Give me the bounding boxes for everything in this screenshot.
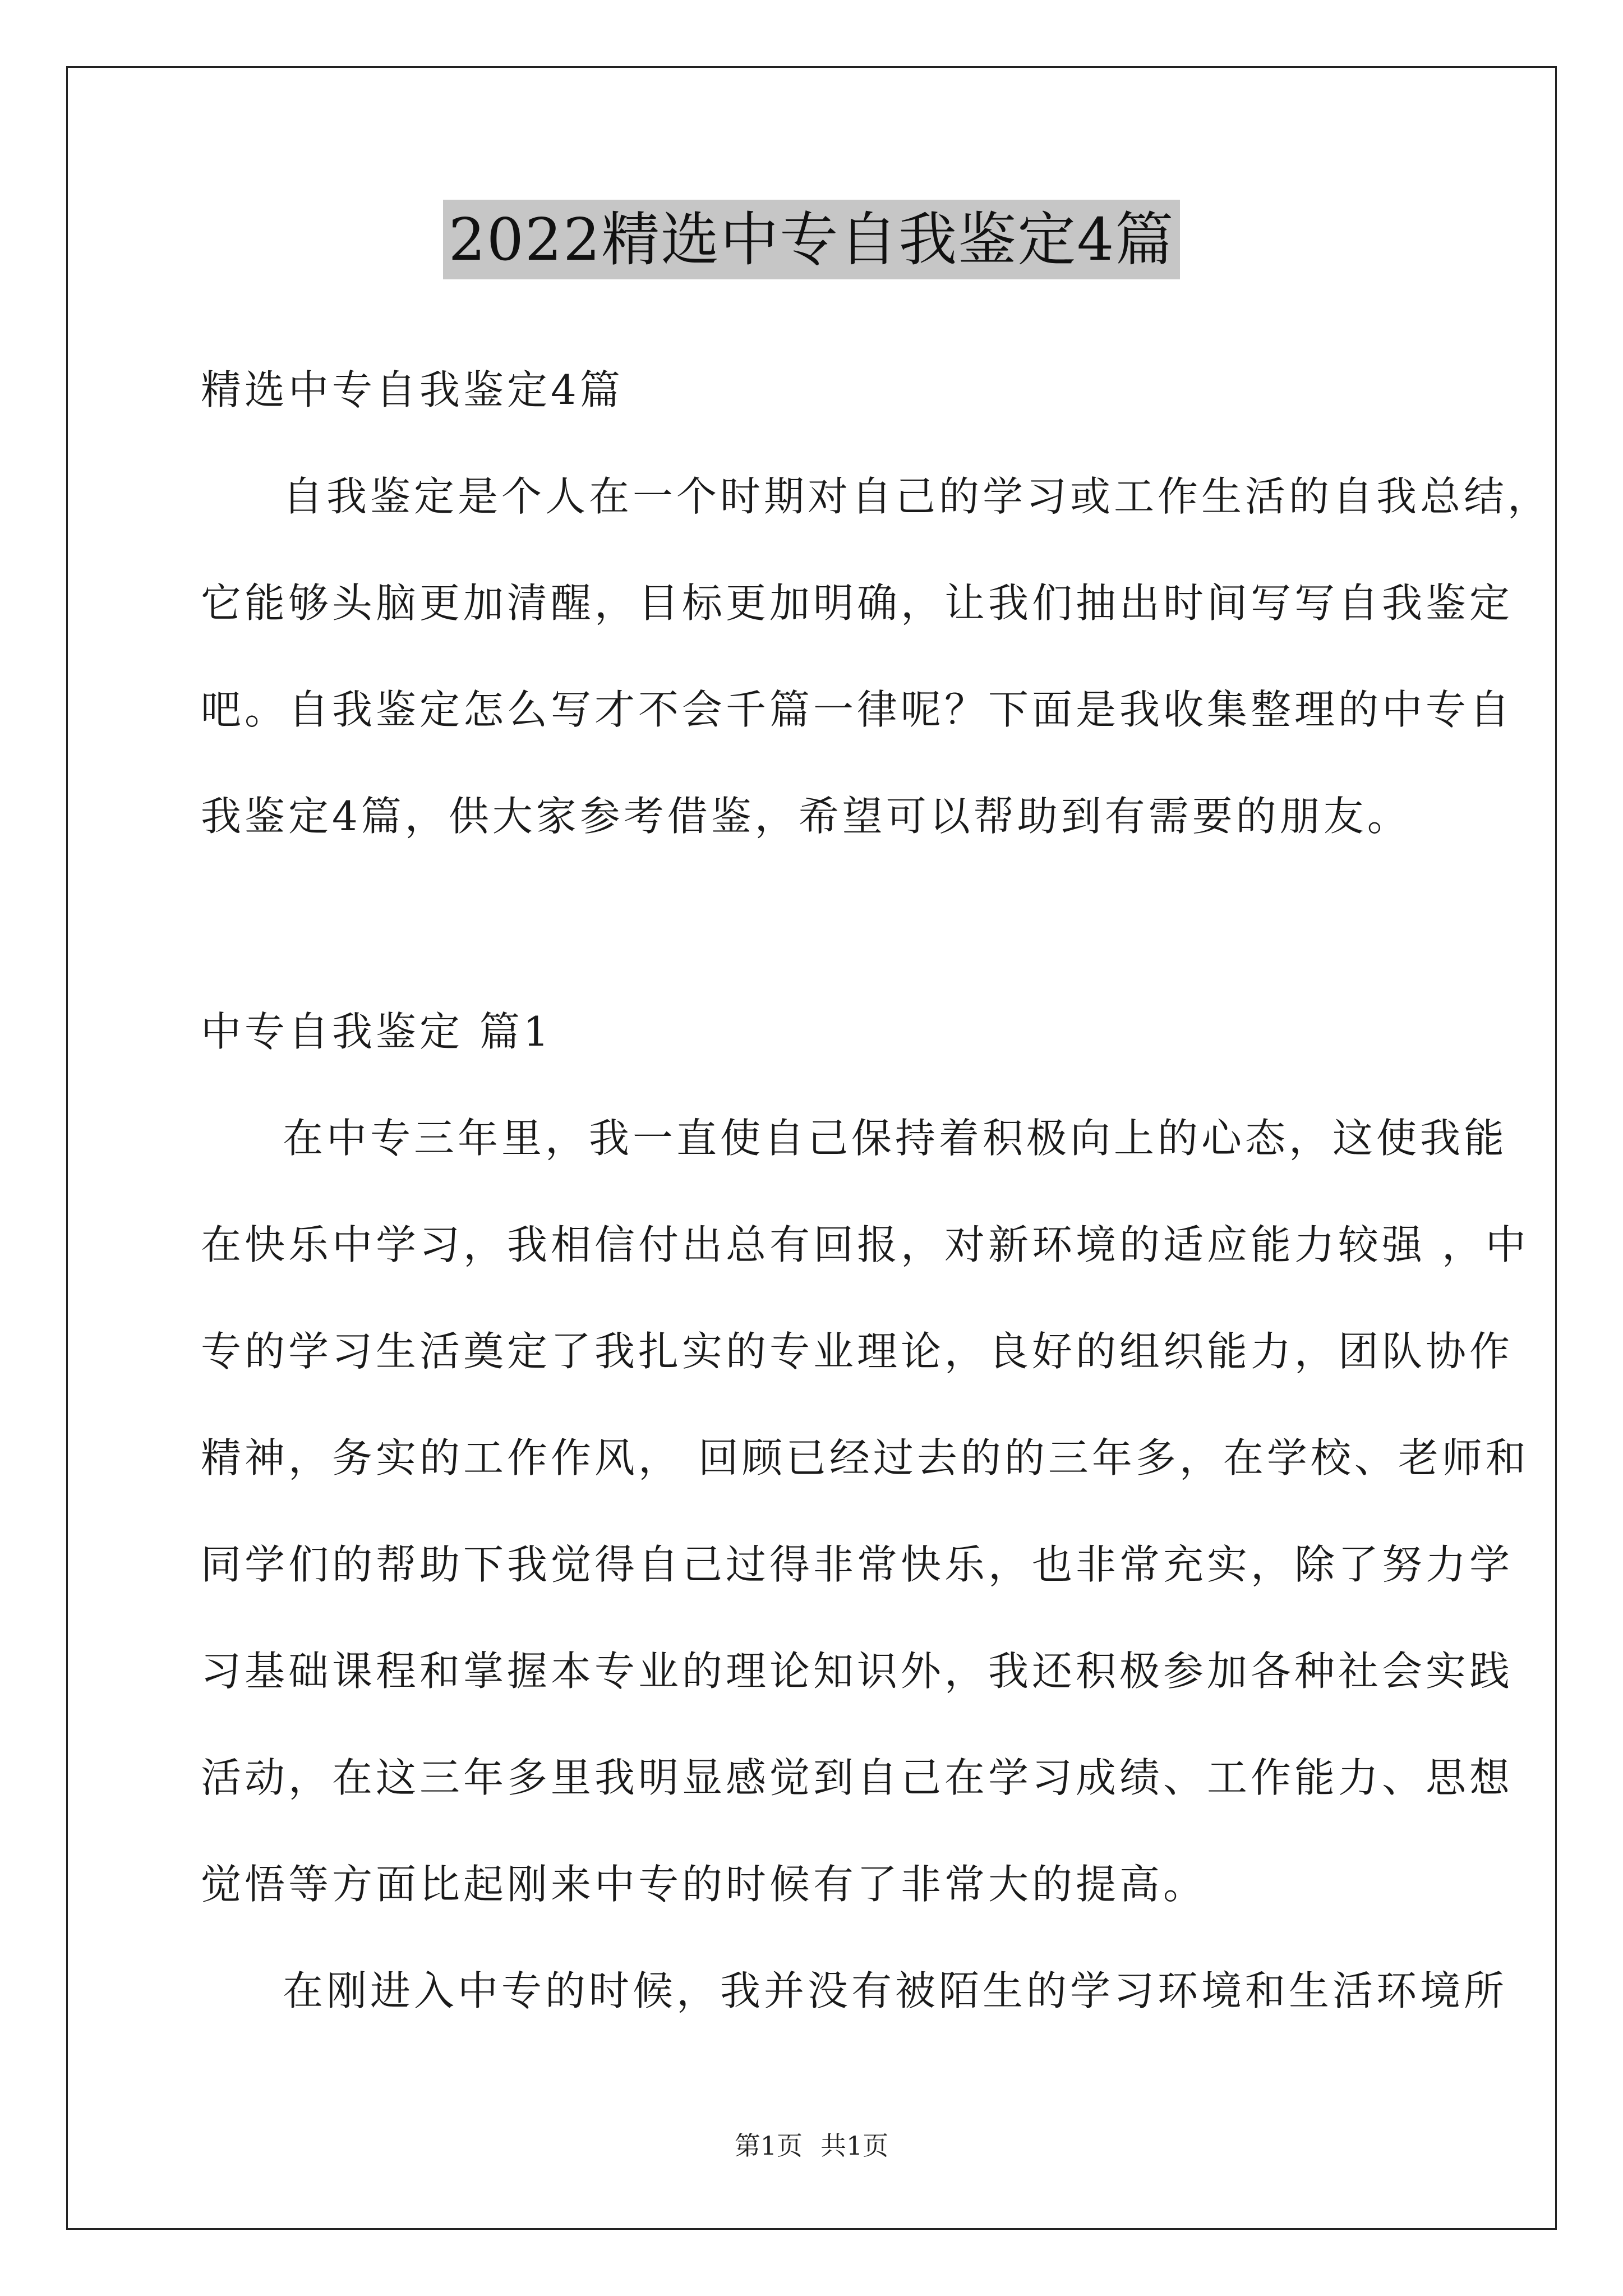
page-number: 第1页 xyxy=(734,2131,803,2161)
para1-line-3: 专的学习生活奠定了我扎实的专业理论，良好的组织能力，团队协作 xyxy=(201,1328,1514,1375)
intro-line-4: 我鉴定4篇，供大家参考借鉴，希望可以帮助到有需要的朋友。 xyxy=(201,793,1411,840)
para1-line-4: 精神，务实的工作作风， 回顾已经过去的的三年多，在学校、老师和 xyxy=(201,1434,1529,1481)
para1-line-5: 同学们的帮助下我觉得自己过得非常快乐，也非常充实，除了努力学 xyxy=(201,1541,1514,1588)
document-body xyxy=(201,337,1552,2044)
para1-line-7: 活动，在这三年多里我明显感觉到自己在学习成绩、工作能力、思想 xyxy=(201,1754,1514,1801)
para1-line-1: 在中专三年里，我一直使自己保持着积极向上的心态，这使我能 xyxy=(283,1115,1508,1162)
intro-line-2: 它能够头脑更加清醒，目标更加明确，让我们抽出时间写写自我鉴定 xyxy=(201,579,1514,627)
page-total: 共1页 xyxy=(820,2131,889,2161)
document-title: 2022精选中专自我鉴定4篇 xyxy=(443,200,1181,279)
para1-line-8: 觉悟等方面比起刚来中专的时候有了非常大的提高。 xyxy=(201,1861,1207,1908)
title-wrap xyxy=(0,200,1623,279)
intro-line-3: 吧。自我鉴定怎么写才不会千篇一律呢？下面是我收集整理的中专自 xyxy=(201,686,1514,733)
section-gap xyxy=(201,869,1435,978)
para1-line-2: 在快乐中学习，我相信付出总有回报，对新环境的适应能力较强 ，中 xyxy=(201,1221,1529,1268)
intro-line-1: 自我鉴定是个人在一个时期对自己的学习或工作生活的自我总结， xyxy=(283,473,1552,520)
section-heading: 中专自我鉴定 篇1 xyxy=(201,1008,552,1055)
subtitle: 精选中专自我鉴定4篇 xyxy=(201,366,624,413)
para1-line-6: 习基础课程和掌握本专业的理论知识外，我还积极参加各种社会实践 xyxy=(201,1648,1514,1695)
para2-line-1: 在刚进入中专的时候，我并没有被陌生的学习环境和生活环境所 xyxy=(283,1967,1508,2014)
page-footer xyxy=(0,2129,1623,2162)
